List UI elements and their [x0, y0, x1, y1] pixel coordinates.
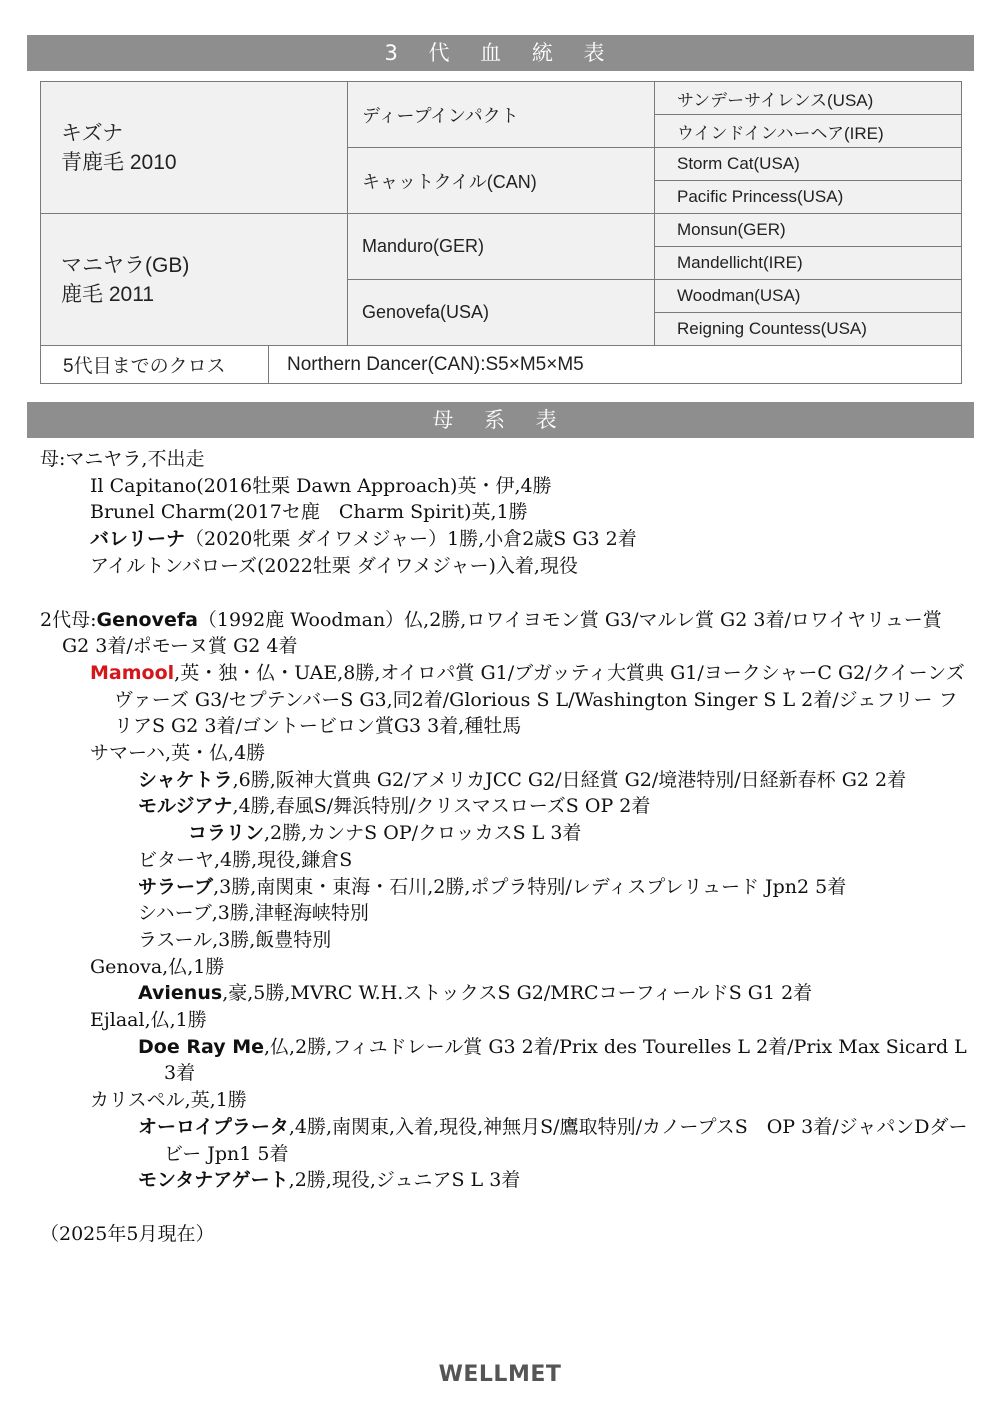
horse-name-bold: オーロイプラータ	[138, 1115, 289, 1138]
sire-dam-sire: Storm Cat(USA)	[655, 148, 962, 181]
dam-cell	[41, 214, 348, 346]
dam-dam-sire: Woodman(USA)	[655, 280, 962, 313]
entry-detail: ,豪,5勝,MVRC W.H.ストックスS G2/MRCコーフィールドS G1 2着	[222, 982, 813, 1005]
entry-detail: ,6勝,阪神大賞典 G2/アメリカJCC G2/日経賞 G2/境港特別/日経新春杯 G2 2着	[232, 768, 907, 791]
offspring-entry: Brunel Charm(2017セ鹿 Charm Spirit)英,1勝	[90, 501, 528, 524]
offspring-entry: サマーハ,英・仏,4勝	[90, 742, 266, 765]
sire-sire-dam: ウインドインハーヘア(IRE)	[655, 115, 962, 148]
as-of-date: （2025年5月現在）	[40, 1222, 215, 1245]
offspring-entry	[40, 526, 970, 553]
offspring-entry: シハーブ,3勝,津軽海峡特別	[138, 902, 369, 925]
wellmet-logo: WELLMET	[438, 1362, 562, 1387]
dam-sire-dam: Mandellicht(IRE)	[655, 247, 962, 280]
family-section-header: 母 系 表	[27, 402, 974, 438]
horse-name-bold: Doe Ray Me	[138, 1035, 264, 1058]
horse-name-bold: コラリン	[188, 822, 265, 845]
offspring-entry: ラスール,3勝,飯豊特別	[138, 928, 332, 951]
second-dam-line	[40, 607, 970, 660]
offspring-entry	[40, 660, 970, 740]
entry-detail: ,英・独・仏・UAE,8勝,オイロパ賞 G1/ブガッティ大賞典 G1/ヨークシャーC G2/クイーンズヴァーズ G3/セプテンバーS G3,同2着/Glorious S L/Washington Singer S L 2着/ジェフリー フリアS G2 3着/ゴントービロン賞G3 3着,種牡馬	[114, 661, 965, 738]
offspring-entry	[40, 980, 970, 1007]
offspring-entry: カリスペル,英,1勝	[90, 1089, 247, 1112]
spacer	[40, 580, 970, 607]
entry-detail: ,4勝,南関東,入着,現役,神無月S/鷹取特別/カノープスS OP 3着/ジャパンDダービー Jpn1 5着	[164, 1115, 968, 1165]
horse-name-bold: サラーブ	[138, 875, 214, 898]
offspring-entry: アイルトンバローズ(2022牡栗 ダイワメジャー)入着,現役	[90, 554, 578, 577]
dam-sire: Manduro(GER)	[348, 214, 655, 280]
pedigree-section-header: 3 代 血 統 表	[27, 35, 974, 71]
second-dam-prefix: 2代母:	[40, 608, 97, 631]
dam-line: 母:マニヤラ,不出走	[40, 448, 205, 470]
entry-detail: ,3勝,南関東・東海・石川,2勝,ポプラ特別/レディスプレリュード Jpn2 5着	[213, 875, 847, 898]
offspring-entry: Il Capitano(2016牡栗 Dawn Approach)英・伊,4勝	[90, 474, 552, 497]
pedigree-table	[40, 81, 962, 384]
inbreeding-cross-value: Northern Dancer(CAN):S5×M5×M5	[269, 346, 962, 384]
offspring-entry	[40, 874, 970, 901]
dam-detail: 鹿毛 2011	[61, 282, 154, 306]
horse-name-bold: モンタナアゲート	[138, 1169, 289, 1192]
horse-name-highlight: Mamool	[90, 661, 175, 684]
offspring-entry	[40, 1034, 970, 1087]
sire-dam: キャットクイル(CAN)	[348, 148, 655, 214]
sire-detail: 青鹿毛 2010	[61, 150, 177, 174]
dam-sire-sire: Monsun(GER)	[655, 214, 962, 247]
inbreeding-cross-label: 5代目までのクロス	[41, 346, 269, 384]
entry-detail: ,2勝,カンナS OP/クロッカスS L 3着	[264, 822, 582, 845]
dam-dam-dam: Reigning Countess(USA)	[655, 313, 962, 346]
offspring-entry	[40, 767, 970, 794]
offspring-entry: Ejlaal,仏,1勝	[90, 1009, 207, 1032]
entry-detail: ,仏,2勝,フィユドレール賞 G3 2着/Prix des Tourelles L 2着/Prix Max Sicard L 3着	[164, 1035, 967, 1085]
offspring-entry	[40, 793, 970, 820]
horse-name-bold: Avienus	[138, 982, 223, 1005]
offspring-entry: ビターヤ,4勝,現役,鎌倉S	[138, 848, 353, 871]
offspring-entry	[40, 1167, 970, 1194]
sire-sire-sire: サンデーサイレンス(USA)	[655, 82, 962, 115]
entry-detail: （1992鹿 Woodman）仏,2勝,ロワイヨモン賞 G3/マルレ賞 G2 3着/ロワイヤリュー賞 G2 3着/ポモーヌ賞 G2 4着	[62, 608, 942, 658]
sire-cell	[41, 82, 348, 214]
sire-dam-dam: Pacific Princess(USA)	[655, 181, 962, 214]
horse-name-bold: シャケトラ	[138, 768, 233, 791]
sire-name: キズナ	[61, 121, 124, 145]
family-table	[40, 446, 970, 1248]
dam-dam: Genovefa(USA)	[348, 280, 655, 346]
offspring-entry: Genova,仏,1勝	[90, 955, 225, 978]
offspring-entry	[40, 1114, 970, 1167]
entry-detail: ,4勝,春風S/舞浜特別/クリスマスローズS OP 2着	[232, 795, 651, 818]
horse-name-bold: Genovefa	[96, 608, 198, 631]
dam-name: マニヤラ(GB)	[61, 253, 190, 277]
spacer	[40, 1194, 970, 1221]
horse-name-bold: モルジアナ	[138, 795, 233, 818]
offspring-entry	[40, 820, 970, 847]
horse-name-bold: バレリーナ	[90, 528, 186, 551]
entry-detail: （2020牝栗 ダイワメジャー）1勝,小倉2歳S G3 2着	[185, 528, 637, 551]
entry-detail: ,2勝,現役,ジュニアS L 3着	[288, 1169, 521, 1192]
sire-sire: ディープインパクト	[348, 82, 655, 148]
